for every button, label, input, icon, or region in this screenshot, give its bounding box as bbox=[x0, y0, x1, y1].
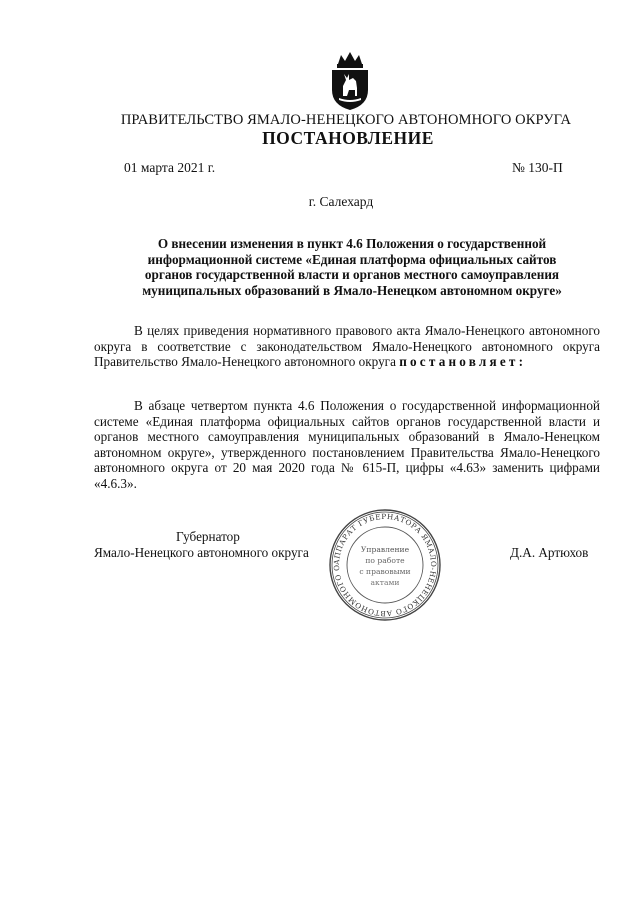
stamp-center-line: по работе bbox=[365, 556, 405, 565]
official-stamp bbox=[328, 508, 442, 622]
amendment-paragraph: В абзаце четвертом пункта 4.6 Положения о государственной информационной системе «Единая платформа официальных сайтов органов государственной власти и органов местного самоуправления муниципальных образований в Ямало-Ненецком автономном округе», утвержденного постановлением Правительства Ямало-Ненецкого автономного округа от 20 мая 2020 года № 615-П, цифры «4.63» заменить цифрами «4.6.3». bbox=[94, 398, 600, 491]
coat-of-arms-emblem bbox=[325, 50, 375, 112]
title-line: муниципальных образований в Ямало-Ненецком автономном округе» bbox=[142, 282, 562, 298]
signatory-name: Д.А. Артюхов bbox=[510, 545, 589, 560]
title-line: информационной системе «Единая платформа официальных сайтов bbox=[147, 251, 557, 267]
document-number: № 130-П bbox=[512, 160, 563, 175]
stamp-center-line: Управление bbox=[360, 545, 410, 554]
document-type-heading: ПОСТАНОВЛЕНИЕ bbox=[262, 128, 434, 148]
preamble-text: В целях приведения нормативного правового акта Ямало-Ненецкого автономного округа в соответствие с законодательством Ямало-Ненецкого автономного округа Правительство Ямало-Ненецкого автономного округа bbox=[94, 323, 600, 370]
document-date: 01 марта 2021 г. bbox=[124, 160, 216, 175]
stamp-ring-text: АППАРАТ ГУБЕРНАТОРА ЯМАЛО-НЕНЕЦКОГО АВТОНОМНОГО О bbox=[331, 511, 439, 619]
decree-word: постановляет: bbox=[399, 354, 527, 370]
document-title bbox=[104, 236, 600, 298]
document-city: г. Салехард bbox=[308, 194, 374, 209]
title-line: органов государственной власти и органов местного самоуправления bbox=[144, 267, 560, 283]
title-line: О внесении изменения в пункт 4.6 Положения о государственной bbox=[157, 236, 547, 251]
stamp-center-line: актами bbox=[370, 578, 400, 587]
government-name: ПРАВИТЕЛЬСТВО ЯМАЛО-НЕНЕЦКОГО АВТОНОМНОГО ОКРУГА bbox=[120, 112, 572, 128]
preamble-paragraph bbox=[94, 323, 600, 370]
signatory-position: Губернатор bbox=[176, 529, 240, 544]
signatory-region: Ямало-Ненецкого автономного округа bbox=[94, 545, 309, 560]
stamp-center-line: с правовыми bbox=[359, 567, 411, 576]
